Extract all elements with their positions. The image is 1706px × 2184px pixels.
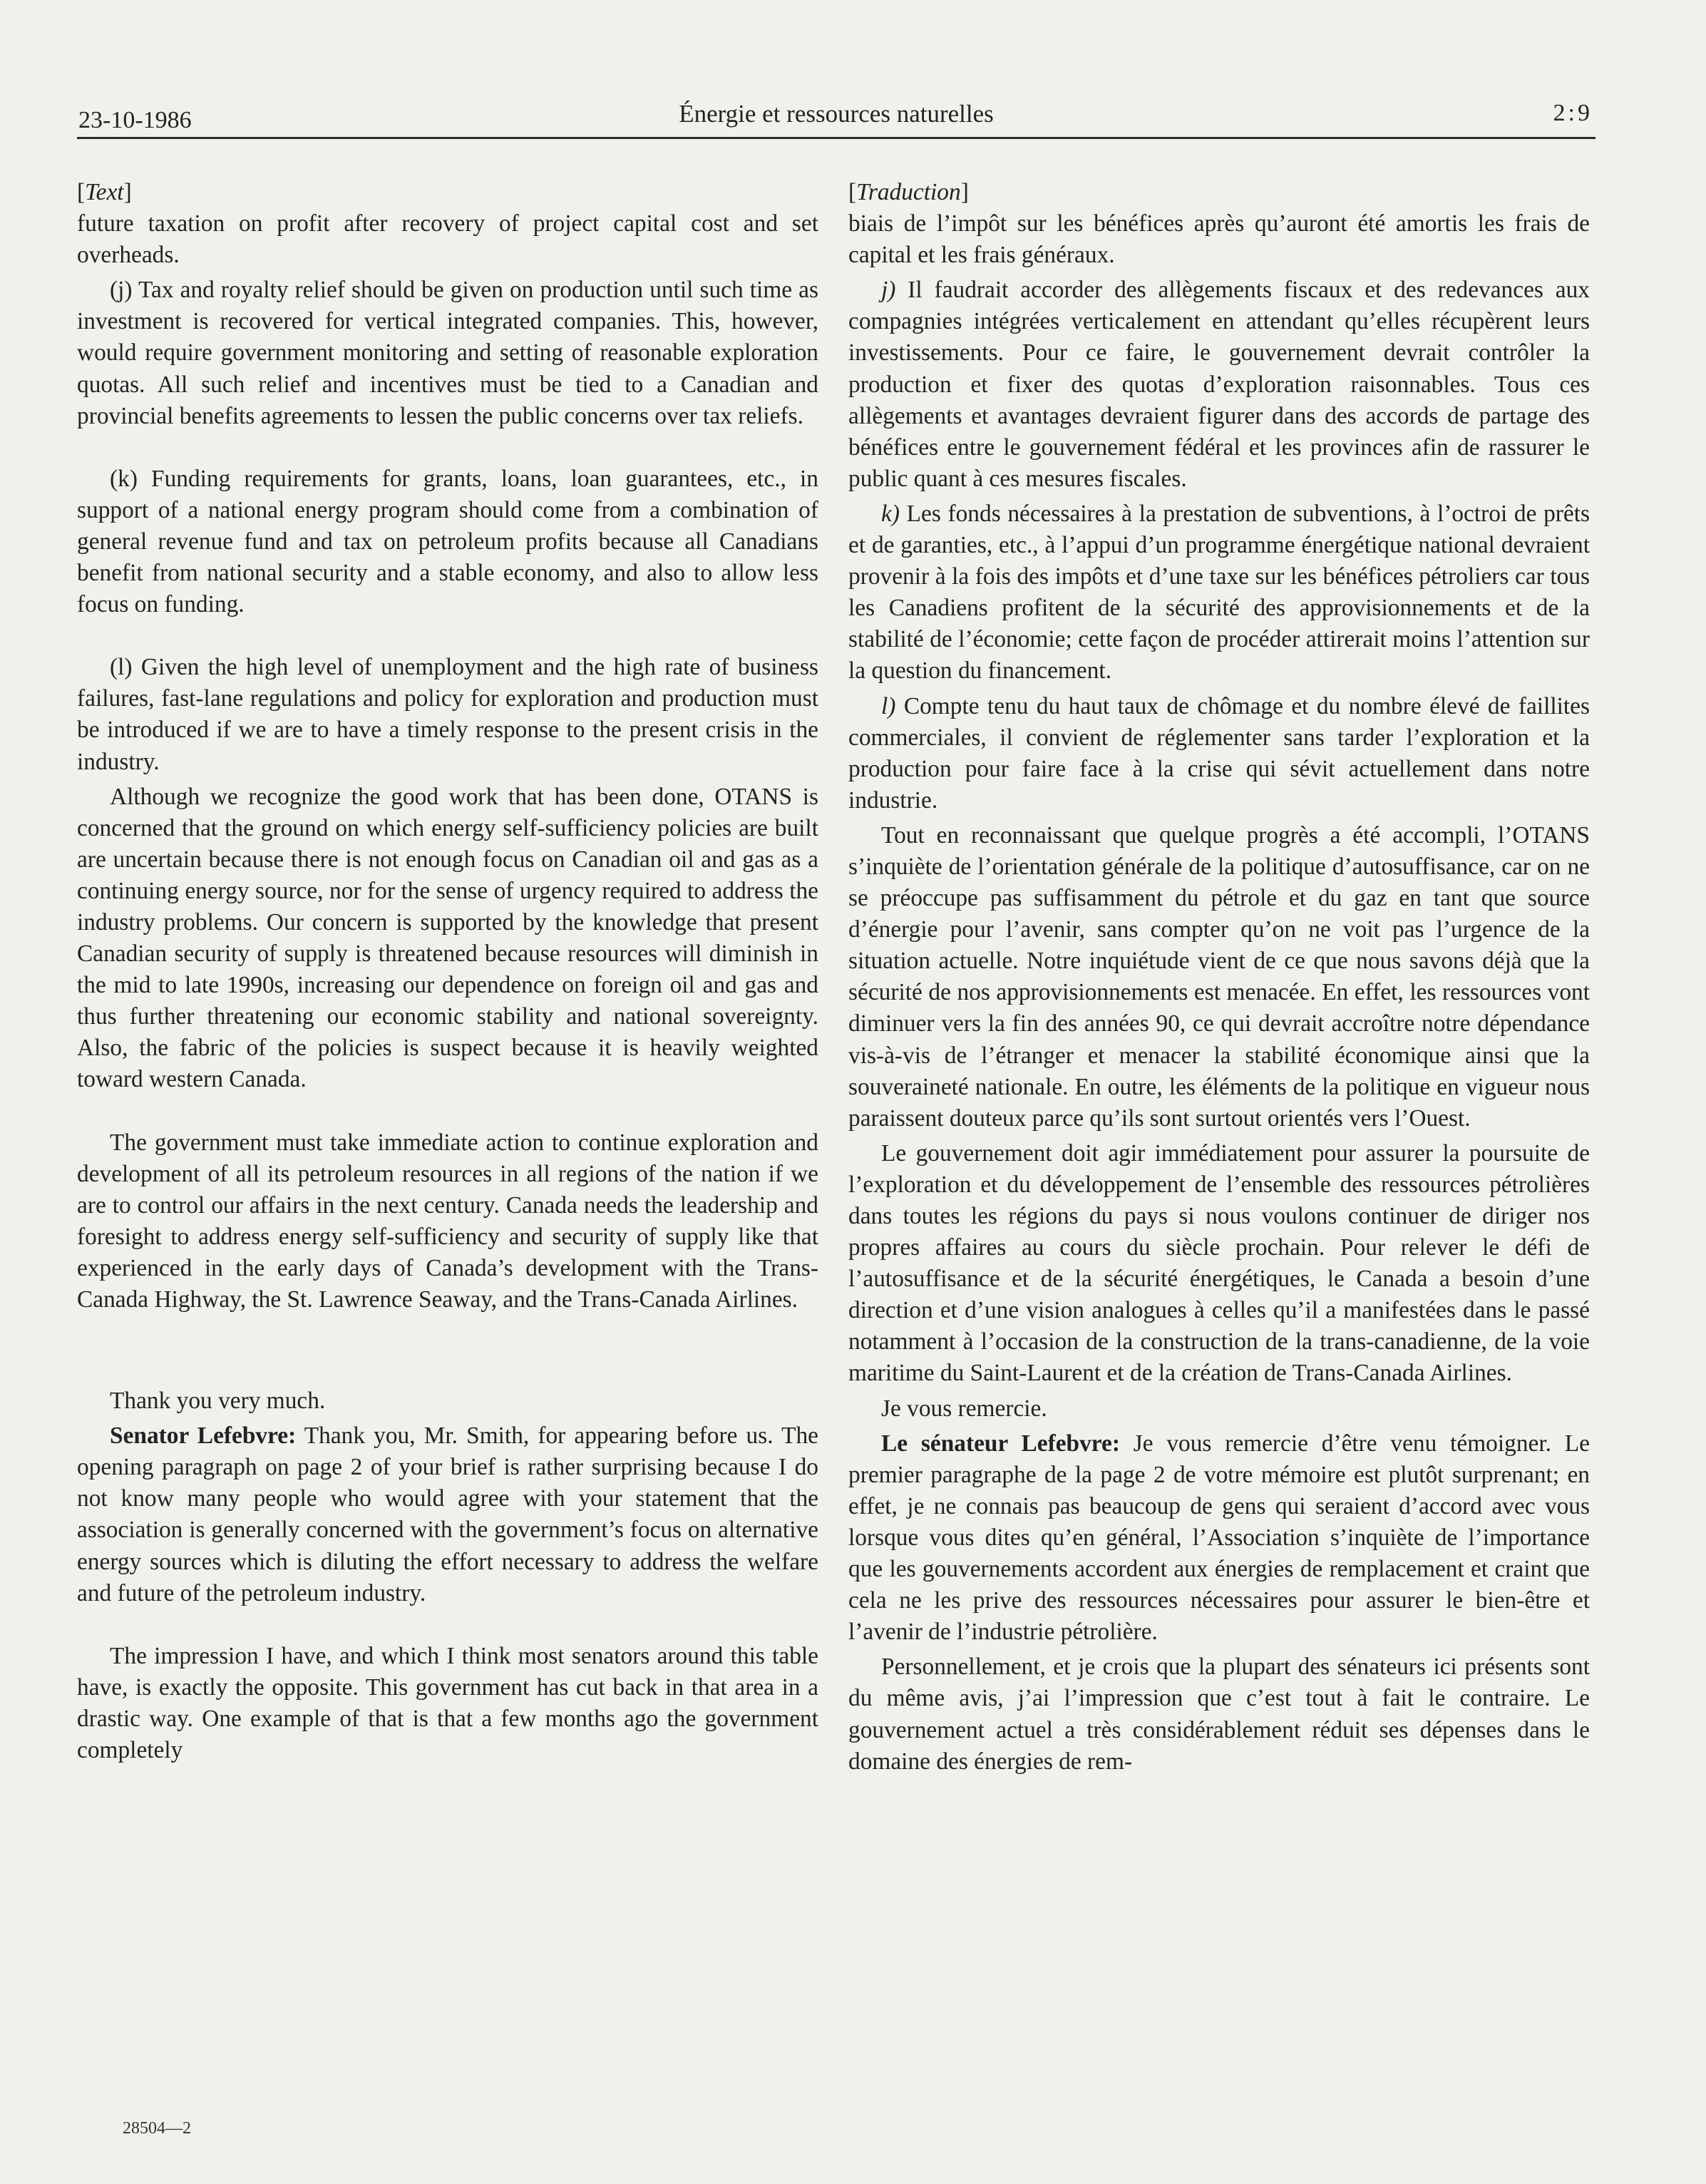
paragraph: j) Il faudrait accorder des allègements fiscaux et des redevances aux compagnies intégrées verticalement en attendant qu’elles récupèrent leurs investissements. Pour ce faire, le gouvernement devrait contrôler la production et fixer des quotas d’exploration raisonnables. Tous ces allègements et avantages devraient figurer dans des accords de partage des bénéfices entre le gouvernement fédéral et les provinces afin de rassurer le public quant à ces mesures fiscales. <box>848 277 1590 492</box>
french-column <box>848 177 1590 1778</box>
speaker-paragraph: Le sénateur Lefebvre: Je vous remercie d’être venu témoigner. Le premier paragraphe de la page 2 de votre mémoire est plutôt surprenant; en effet, je ne connais pas beaucoup de gens qui seraient d’accord avec vous lorsque vous dites qu’en général, l’Association s’inquiète de l’importance que les gouvernements accordent aux énergies de remplacement et craint que cela ne les prive des ressources nécessaires pour assurer le bien-être et l’avenir de l’industrie pétrolière. <box>848 1430 1590 1646</box>
paragraph: Je vous remercie. <box>881 1395 1047 1422</box>
paragraph: future taxation on profit after recovery of project capital cost and set overheads. <box>77 210 818 269</box>
paragraph: Tout en reconnaissant que quelque progrès a été accompli, l’OTANS s’inquiète de l’orientation générale de la politique d’autosuffisance, car on ne se préoccupe pas suffisamment du pétrole et du gaz en tant que source d’énergie pour l’avenir, sans compter qu’on ne voit pas l’urgence de la situation actuelle. Notre inquiétude vient de ce que nous savons déjà que la sécurité de nos approvisionnements est menacée. En effet, les ressources vont diminuer vers la fin des années 90, ce qui devrait accroître notre dépendance vis-à-vis de l’étranger et menacer la stabilité économique ainsi que la souveraineté nationale. En outre, les éléments de la politique en vigueur nous paraissent douteux parce qu’ils sont surtout orientés vers l’Ouest. <box>848 821 1590 1132</box>
paragraph: k) Les fonds nécessaires à la prestation de subventions, à l’octroi de prêts et de garanties, etc., à l’appui d’un programme énergétique national devraient provenir à la fois des impôts et d’une taxe sur les bénéfices pétroliers car tous les Canadiens profitent de la sécurité des approvisionnements et de la stabilité de l’économie; cette façon de procéder attirerait moins l’attention sur la question du financement. <box>848 500 1590 685</box>
section-label: [Traduction] <box>848 179 969 205</box>
paragraph: biais de l’impôt sur les bénéfices après qu’auront été amortis les frais de capital et les frais généraux. <box>848 210 1590 269</box>
speaker-name: Le sénateur Lefebvre: <box>881 1430 1120 1457</box>
paragraph: l) Compte tenu du haut taux de chômage et du nombre élevé de faillites commerciales, il convient de réglementer sans tarder l’exploration et la production pour faire face à la crise qui sévit actuellement dans notre industrie. <box>848 692 1590 814</box>
footer-print-code: 28504—2 <box>123 2119 191 2138</box>
paragraph: The impression I have, and which I think most senators around this table have, is exactly the opposite. This government has cut back in that area in a drastic way. One example of that is that a few months ago the government completely <box>77 1642 818 1764</box>
paragraph: The government must take immediate action to continue exploration and development of all its petroleum resources in all regions of the nation if we are to control our affairs in the next century. Canada needs the leadership and foresight to address energy self-sufficiency and security of supply like that experienced in the early days of Canada’s development with the Trans-Canada Highway, the St. Lawrence Seaway, and the Trans-Canada Airlines. <box>77 1129 818 1313</box>
section-label: [Text] <box>77 179 132 205</box>
english-column <box>77 177 818 1766</box>
paragraph: Personnellement, et je crois que la plupart des sénateurs ici présents sont du même avis, j’ai l’impression que c’est tout à fait le contraire. Le gouvernement actuel a très considérablement réduit ses dépenses dans le domaine des énergies de rem- <box>848 1654 1590 1775</box>
header-page-number: 2:9 <box>1553 100 1593 126</box>
speaker-name: Senator Lefebvre: <box>110 1422 297 1450</box>
paragraph: Le gouvernement doit agir immédiatement pour assurer la poursuite de l’exploration et du développement de l’ensemble des ressources pétrolières dans toutes les régions du pays si nous voulons continuer de diriger nos propres affaires au cours du siècle prochain. Pour relever le défi de l’autosuffisance et de la sécurité énergétiques, le Canada a besoin d’une direction et d’une vision analogues à celles qu’il a manifestées dans le passé notamment à l’occasion de la construction de la trans-canadienne, de la voie maritime du Saint-Laurent et de la création de Trans-Canada Airlines. <box>848 1139 1590 1387</box>
paragraph: Thank you very much. <box>110 1388 326 1415</box>
paragraph: (j) Tax and royalty relief should be given on production until such time as investment is recovered for vertical integrated companies. This, however, would require government monitoring and setting of reasonable exploration quotas. All such relief and incentives must be tied to a Canadian and provincial benefits agreements to lessen the public concerns over tax reliefs. <box>77 277 818 429</box>
speaker-paragraph: Senator Lefebvre: Thank you, Mr. Smith, for appearing before us. The opening paragraph on page 2 of your brief is rather surprising because I do not know many people who would agree with your statement that the association is generally concerned with the government’s focus on alternative energy sources which is diluting the effort necessary to address the welfare and future of the petroleum industry. <box>77 1422 818 1606</box>
header-title: Énergie et ressources naturelles <box>679 100 994 128</box>
paragraph: (k) Funding requirements for grants, loans, loan guarantees, etc., in support of a national energy program should come from a combination of general revenue fund and tax on petroleum profits because all Canadians benefit from national security and a stable economy, and also to allow less focus on funding. <box>77 465 818 618</box>
header-date: 23-10-1986 <box>78 107 192 133</box>
page-header <box>77 100 1595 139</box>
paragraph: (l) Given the high level of unemployment and the high rate of business failures, fast-lane regulations and policy for exploration and production must be introduced if we are to have a timely response to the present crisis in the industry. <box>77 654 818 775</box>
paragraph: Although we recognize the good work that has been done, OTANS is concerned that the ground on which energy self-sufficiency policies are built are uncertain because there is not enough focus on Canadian oil and gas as a continuing energy source, nor for the sense of urgency required to address the industry problems. Our concern is supported by the knowledge that present Canadian security of supply is threatened because resources will diminish in the mid to late 1990s, increasing our dependence on foreign oil and gas and thus further threatening our economic stability and national sovereignty. Also, the fabric of the policies is suspect because it is heavily weighted toward western Canada. <box>77 783 818 1093</box>
